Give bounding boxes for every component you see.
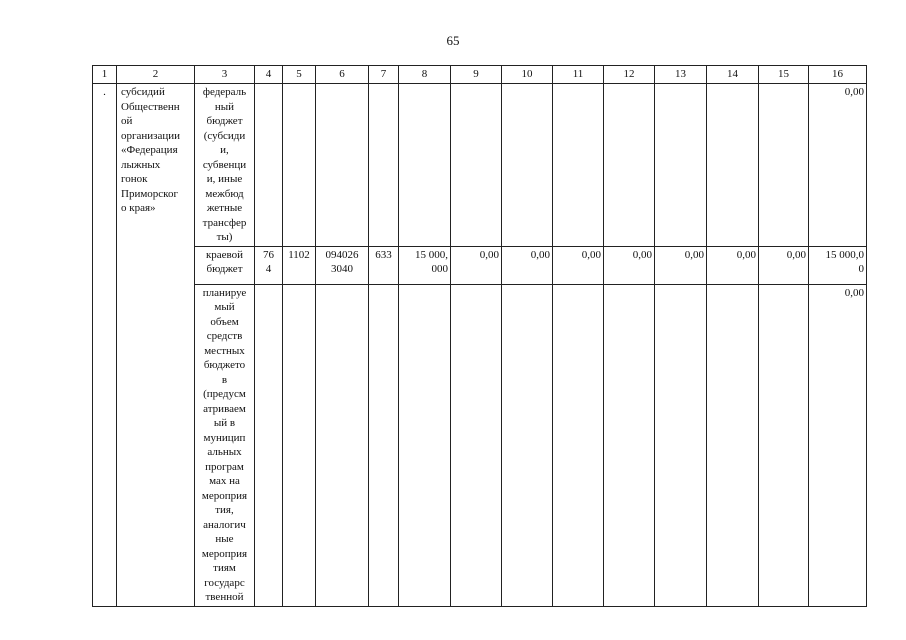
- value-cell: [255, 84, 283, 247]
- header-cell: 12: [604, 66, 655, 84]
- row-number-cell: .: [93, 84, 117, 607]
- value-cell: [655, 284, 707, 606]
- value-cell: [604, 84, 655, 247]
- value-cell: [399, 84, 451, 247]
- recipient-cell: субсидий Общественн ой организации «Федерация лыжных гонок Приморског о края»: [117, 84, 195, 607]
- value-cell: [451, 84, 502, 247]
- header-cell: 14: [707, 66, 759, 84]
- header-cell: 4: [255, 66, 283, 84]
- header-row: [93, 66, 867, 84]
- value-cell: [502, 84, 553, 247]
- value-cell: 0,00: [707, 246, 759, 284]
- value-cell: [255, 284, 283, 606]
- value-cell: [283, 284, 316, 606]
- page-number: 65: [446, 33, 460, 48]
- header-cell: 16: [809, 66, 867, 84]
- value-cell: [316, 284, 369, 606]
- value-cell: [369, 284, 399, 606]
- total-cell: 0,00: [809, 84, 867, 247]
- table-row: [93, 246, 867, 284]
- header-cell: 15: [759, 66, 809, 84]
- header-cell: 6: [316, 66, 369, 84]
- value-cell: [604, 284, 655, 606]
- value-cell: [316, 84, 369, 247]
- value-cell: 0,00: [604, 246, 655, 284]
- value-cell: 15 000, 000: [399, 246, 451, 284]
- value-cell: [283, 84, 316, 247]
- table-row: [93, 84, 867, 247]
- header-cell: 10: [502, 66, 553, 84]
- funding-source-cell: федераль ный бюджет (субсиди и, субвенци и, иные межбюд жетные трансфер ты): [195, 84, 255, 247]
- budget-table: [92, 65, 867, 607]
- value-cell: [707, 284, 759, 606]
- header-cell: 8: [399, 66, 451, 84]
- value-cell: [759, 284, 809, 606]
- header-cell: 2: [117, 66, 195, 84]
- header-cell: 1: [93, 66, 117, 84]
- value-cell: [502, 284, 553, 606]
- table-row: [93, 284, 867, 606]
- value-cell: [553, 84, 604, 247]
- header-cell: 3: [195, 66, 255, 84]
- header-cell: 13: [655, 66, 707, 84]
- value-cell: 1102: [283, 246, 316, 284]
- value-cell: 0,00: [759, 246, 809, 284]
- total-cell: 0,00: [809, 284, 867, 606]
- value-cell: 0,00: [451, 246, 502, 284]
- value-cell: 0,00: [502, 246, 553, 284]
- value-cell: [759, 84, 809, 247]
- total-cell: 15 000,0 0: [809, 246, 867, 284]
- value-cell: [451, 284, 502, 606]
- value-cell: 0,00: [553, 246, 604, 284]
- header-cell: 5: [283, 66, 316, 84]
- funding-source-cell: планируе мый объем средств местных бюджето в (предусм атриваем ый в муницип альных програм мах на мероприя тия, аналогич ные мероприя тиям государс твенной: [195, 284, 255, 606]
- value-cell: 0,00: [655, 246, 707, 284]
- funding-source-cell: краевой бюджет: [195, 246, 255, 284]
- value-cell: [655, 84, 707, 247]
- value-cell: 094026 3040: [316, 246, 369, 284]
- value-cell: [707, 84, 759, 247]
- header-cell: 9: [451, 66, 502, 84]
- value-cell: 76 4: [255, 246, 283, 284]
- header-cell: 7: [369, 66, 399, 84]
- value-cell: 633: [369, 246, 399, 284]
- value-cell: [369, 84, 399, 247]
- value-cell: [399, 284, 451, 606]
- value-cell: [553, 284, 604, 606]
- header-cell: 11: [553, 66, 604, 84]
